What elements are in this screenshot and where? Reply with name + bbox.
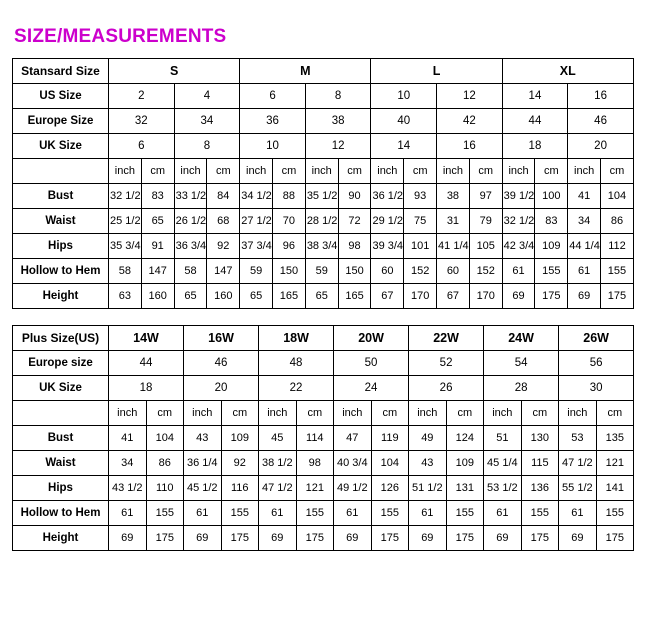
hollow-cell-5: 150 xyxy=(273,259,306,284)
unit-cell-15: cm xyxy=(601,159,634,184)
unit-cell-0: inch xyxy=(109,159,142,184)
plus-waist-cell-2: 36 1/4 xyxy=(184,451,222,476)
standard-size-header: Stansard Size xyxy=(13,59,109,84)
group-header-m: M xyxy=(240,59,371,84)
waist-cell-11: 79 xyxy=(469,209,502,234)
plus-unit-cell-13: cm xyxy=(596,401,634,426)
hollow-cell-8: 60 xyxy=(371,259,404,284)
waist-cell-7: 72 xyxy=(338,209,371,234)
height-cell-5: 165 xyxy=(273,284,306,309)
bust-cell-6: 35 1/2 xyxy=(305,184,338,209)
plus-hollow-cell-7: 155 xyxy=(371,501,409,526)
plus-unit-cell-0: inch xyxy=(109,401,147,426)
plus-europe-size-48: 48 xyxy=(259,351,334,376)
table-row-hips xyxy=(13,234,634,259)
waist-cell-14: 34 xyxy=(568,209,601,234)
plus-unit-cell-4: inch xyxy=(259,401,297,426)
uk-size-10: 10 xyxy=(240,134,306,159)
hollow-cell-11: 152 xyxy=(469,259,502,284)
plus-hips-cell-4: 47 1/2 xyxy=(259,476,297,501)
table-row-waist xyxy=(13,209,634,234)
uk-size-18: 18 xyxy=(502,134,568,159)
plus-row-label-height: Height xyxy=(13,526,109,551)
us-size-16: 16 xyxy=(568,84,634,109)
plus-europe-size-44: 44 xyxy=(109,351,184,376)
waist-cell-9: 75 xyxy=(404,209,437,234)
plus-bust-cell-9: 124 xyxy=(446,426,484,451)
plus-europe-size-54: 54 xyxy=(484,351,559,376)
plus-group-header-16w: 16W xyxy=(184,326,259,351)
uk-size-12: 12 xyxy=(305,134,371,159)
unit-cell-4: inch xyxy=(240,159,273,184)
bust-cell-13: 100 xyxy=(535,184,568,209)
waist-cell-1: 65 xyxy=(141,209,174,234)
hips-cell-0: 35 3/4 xyxy=(109,234,142,259)
bust-cell-5: 88 xyxy=(273,184,306,209)
plus-hips-cell-10: 53 1/2 xyxy=(484,476,522,501)
plus-waist-cell-8: 43 xyxy=(409,451,447,476)
hips-cell-11: 105 xyxy=(469,234,502,259)
plus-size-header: Plus Size(US) xyxy=(13,326,109,351)
plus-table-row-units xyxy=(13,401,634,426)
plus-europe-size-56: 56 xyxy=(559,351,634,376)
unit-cell-7: cm xyxy=(338,159,371,184)
plus-waist-cell-6: 40 3/4 xyxy=(334,451,372,476)
unit-cell-6: inch xyxy=(305,159,338,184)
height-cell-6: 65 xyxy=(305,284,338,309)
waist-cell-0: 25 1/2 xyxy=(109,209,142,234)
height-cell-9: 170 xyxy=(404,284,437,309)
row-label-europe-size: Europe Size xyxy=(13,109,109,134)
uk-size-16: 16 xyxy=(437,134,503,159)
table-row-height xyxy=(13,284,634,309)
plus-bust-cell-7: 119 xyxy=(371,426,409,451)
unit-cell-14: inch xyxy=(568,159,601,184)
unit-cell-8: inch xyxy=(371,159,404,184)
unit-cell-10: inch xyxy=(437,159,470,184)
plus-waist-cell-13: 121 xyxy=(596,451,634,476)
plus-size-table xyxy=(12,325,634,551)
plus-bust-cell-0: 41 xyxy=(109,426,147,451)
plus-europe-size-46: 46 xyxy=(184,351,259,376)
hips-cell-9: 101 xyxy=(404,234,437,259)
plus-unit-cell-5: cm xyxy=(296,401,334,426)
plus-row-label-bust: Bust xyxy=(13,426,109,451)
plus-height-cell-11: 175 xyxy=(521,526,559,551)
group-header-xl: XL xyxy=(502,59,633,84)
plus-bust-cell-6: 47 xyxy=(334,426,372,451)
bust-cell-0: 32 1/2 xyxy=(109,184,142,209)
plus-height-cell-6: 69 xyxy=(334,526,372,551)
bust-cell-12: 39 1/2 xyxy=(502,184,535,209)
page-title: SIZE/MEASUREMENTS xyxy=(14,26,227,47)
unit-cell-1: cm xyxy=(141,159,174,184)
plus-waist-cell-11: 115 xyxy=(521,451,559,476)
row-label-bust: Bust xyxy=(13,184,109,209)
plus-unit-cell-10: inch xyxy=(484,401,522,426)
units-row-empty-label xyxy=(13,159,109,184)
plus-height-cell-3: 175 xyxy=(221,526,259,551)
hips-cell-13: 109 xyxy=(535,234,568,259)
plus-hips-cell-2: 45 1/2 xyxy=(184,476,222,501)
plus-bust-cell-1: 104 xyxy=(146,426,184,451)
us-size-2: 2 xyxy=(109,84,175,109)
plus-unit-cell-6: inch xyxy=(334,401,372,426)
plus-group-header-26w: 26W xyxy=(559,326,634,351)
plus-height-cell-2: 69 xyxy=(184,526,222,551)
plus-height-cell-10: 69 xyxy=(484,526,522,551)
europe-size-38: 38 xyxy=(305,109,371,134)
group-header-l: L xyxy=(371,59,502,84)
plus-unit-cell-3: cm xyxy=(221,401,259,426)
hollow-cell-9: 152 xyxy=(404,259,437,284)
bust-cell-14: 41 xyxy=(568,184,601,209)
hollow-cell-7: 150 xyxy=(338,259,371,284)
unit-cell-5: cm xyxy=(273,159,306,184)
plus-height-cell-12: 69 xyxy=(559,526,597,551)
europe-size-34: 34 xyxy=(174,109,240,134)
europe-size-36: 36 xyxy=(240,109,306,134)
bust-cell-9: 93 xyxy=(404,184,437,209)
plus-height-cell-13: 175 xyxy=(596,526,634,551)
hollow-cell-13: 155 xyxy=(535,259,568,284)
europe-size-44: 44 xyxy=(502,109,568,134)
unit-cell-9: cm xyxy=(404,159,437,184)
bust-cell-1: 83 xyxy=(141,184,174,209)
waist-cell-13: 83 xyxy=(535,209,568,234)
hollow-cell-2: 58 xyxy=(174,259,207,284)
europe-size-32: 32 xyxy=(109,109,175,134)
plus-hollow-cell-5: 155 xyxy=(296,501,334,526)
plus-uk-size-18: 18 xyxy=(109,376,184,401)
plus-hips-cell-9: 131 xyxy=(446,476,484,501)
plus-row-label-waist: Waist xyxy=(13,451,109,476)
uk-size-6: 6 xyxy=(109,134,175,159)
plus-row-label-europe-size: Europe size xyxy=(13,351,109,376)
plus-unit-cell-1: cm xyxy=(146,401,184,426)
plus-group-header-18w: 18W xyxy=(259,326,334,351)
table-row-europe-size xyxy=(13,109,634,134)
plus-hips-cell-7: 126 xyxy=(371,476,409,501)
hips-cell-8: 39 3/4 xyxy=(371,234,404,259)
plus-uk-size-24: 24 xyxy=(334,376,409,401)
hollow-cell-4: 59 xyxy=(240,259,273,284)
bust-cell-2: 33 1/2 xyxy=(174,184,207,209)
hips-cell-4: 37 3/4 xyxy=(240,234,273,259)
plus-table-row-bust xyxy=(13,426,634,451)
hollow-cell-6: 59 xyxy=(305,259,338,284)
plus-unit-cell-7: cm xyxy=(371,401,409,426)
plus-bust-cell-3: 109 xyxy=(221,426,259,451)
plus-group-header-20w: 20W xyxy=(334,326,409,351)
plus-hollow-cell-12: 61 xyxy=(559,501,597,526)
hollow-cell-3: 147 xyxy=(207,259,240,284)
height-cell-3: 160 xyxy=(207,284,240,309)
plus-bust-cell-13: 135 xyxy=(596,426,634,451)
height-cell-4: 65 xyxy=(240,284,273,309)
height-cell-7: 165 xyxy=(338,284,371,309)
height-cell-10: 67 xyxy=(437,284,470,309)
plus-units-row-empty-label xyxy=(13,401,109,426)
plus-table-row-hips xyxy=(13,476,634,501)
height-cell-1: 160 xyxy=(141,284,174,309)
plus-group-header-14w: 14W xyxy=(109,326,184,351)
table-row-units xyxy=(13,159,634,184)
plus-europe-size-50: 50 xyxy=(334,351,409,376)
plus-unit-cell-8: inch xyxy=(409,401,447,426)
hips-cell-3: 92 xyxy=(207,234,240,259)
plus-bust-cell-10: 51 xyxy=(484,426,522,451)
waist-cell-3: 68 xyxy=(207,209,240,234)
plus-hips-cell-6: 49 1/2 xyxy=(334,476,372,501)
height-cell-11: 170 xyxy=(469,284,502,309)
plus-hips-cell-11: 136 xyxy=(521,476,559,501)
plus-waist-cell-5: 98 xyxy=(296,451,334,476)
hollow-cell-1: 147 xyxy=(141,259,174,284)
plus-hollow-cell-0: 61 xyxy=(109,501,147,526)
plus-height-cell-9: 175 xyxy=(446,526,484,551)
hips-cell-7: 98 xyxy=(338,234,371,259)
plus-group-header-24w: 24W xyxy=(484,326,559,351)
row-label-height: Height xyxy=(13,284,109,309)
waist-cell-4: 27 1/2 xyxy=(240,209,273,234)
plus-hollow-cell-4: 61 xyxy=(259,501,297,526)
bust-cell-7: 90 xyxy=(338,184,371,209)
plus-hollow-cell-1: 155 xyxy=(146,501,184,526)
plus-unit-cell-9: cm xyxy=(446,401,484,426)
waist-cell-5: 70 xyxy=(273,209,306,234)
waist-cell-10: 31 xyxy=(437,209,470,234)
height-cell-8: 67 xyxy=(371,284,404,309)
plus-height-cell-4: 69 xyxy=(259,526,297,551)
plus-waist-cell-3: 92 xyxy=(221,451,259,476)
plus-height-cell-8: 69 xyxy=(409,526,447,551)
plus-bust-cell-4: 45 xyxy=(259,426,297,451)
plus-hips-cell-0: 43 1/2 xyxy=(109,476,147,501)
plus-waist-cell-12: 47 1/2 xyxy=(559,451,597,476)
hollow-cell-12: 61 xyxy=(502,259,535,284)
plus-bust-cell-5: 114 xyxy=(296,426,334,451)
bust-cell-8: 36 1/2 xyxy=(371,184,404,209)
plus-uk-size-30: 30 xyxy=(559,376,634,401)
plus-uk-size-22: 22 xyxy=(259,376,334,401)
plus-hollow-cell-10: 61 xyxy=(484,501,522,526)
unit-cell-12: inch xyxy=(502,159,535,184)
waist-cell-15: 86 xyxy=(601,209,634,234)
unit-cell-11: cm xyxy=(469,159,502,184)
bust-cell-15: 104 xyxy=(601,184,634,209)
hips-cell-10: 41 1/4 xyxy=(437,234,470,259)
height-cell-12: 69 xyxy=(502,284,535,309)
plus-uk-size-28: 28 xyxy=(484,376,559,401)
us-size-14: 14 xyxy=(502,84,568,109)
plus-waist-cell-4: 38 1/2 xyxy=(259,451,297,476)
table-row-bust xyxy=(13,184,634,209)
plus-row-label-uk-size: UK Size xyxy=(13,376,109,401)
height-cell-2: 65 xyxy=(174,284,207,309)
hollow-cell-15: 155 xyxy=(601,259,634,284)
plus-row-label-hips: Hips xyxy=(13,476,109,501)
hips-cell-15: 112 xyxy=(601,234,634,259)
europe-size-46: 46 xyxy=(568,109,634,134)
waist-cell-6: 28 1/2 xyxy=(305,209,338,234)
plus-table-row-uk-size xyxy=(13,376,634,401)
height-cell-15: 175 xyxy=(601,284,634,309)
plus-hips-cell-12: 55 1/2 xyxy=(559,476,597,501)
plus-europe-size-52: 52 xyxy=(409,351,484,376)
plus-group-header-22w: 22W xyxy=(409,326,484,351)
us-size-12: 12 xyxy=(437,84,503,109)
hips-cell-6: 38 3/4 xyxy=(305,234,338,259)
us-size-8: 8 xyxy=(305,84,371,109)
waist-cell-2: 26 1/2 xyxy=(174,209,207,234)
unit-cell-3: cm xyxy=(207,159,240,184)
plus-waist-cell-7: 104 xyxy=(371,451,409,476)
plus-hollow-cell-6: 61 xyxy=(334,501,372,526)
group-header-s: S xyxy=(109,59,240,84)
hollow-cell-10: 60 xyxy=(437,259,470,284)
plus-unit-cell-11: cm xyxy=(521,401,559,426)
row-label-waist: Waist xyxy=(13,209,109,234)
unit-cell-2: inch xyxy=(174,159,207,184)
height-cell-0: 63 xyxy=(109,284,142,309)
uk-size-8: 8 xyxy=(174,134,240,159)
plus-hips-cell-5: 121 xyxy=(296,476,334,501)
hips-cell-2: 36 3/4 xyxy=(174,234,207,259)
hollow-cell-14: 61 xyxy=(568,259,601,284)
table-row-hollow-to-hem xyxy=(13,259,634,284)
plus-hips-cell-8: 51 1/2 xyxy=(409,476,447,501)
unit-cell-13: cm xyxy=(535,159,568,184)
plus-table-row-group-headers xyxy=(13,326,634,351)
bust-cell-3: 84 xyxy=(207,184,240,209)
plus-uk-size-26: 26 xyxy=(409,376,484,401)
plus-hollow-cell-9: 155 xyxy=(446,501,484,526)
table-row-us-size xyxy=(13,84,634,109)
plus-bust-cell-2: 43 xyxy=(184,426,222,451)
plus-hollow-cell-13: 155 xyxy=(596,501,634,526)
plus-height-cell-5: 175 xyxy=(296,526,334,551)
plus-height-cell-7: 175 xyxy=(371,526,409,551)
row-label-hips: Hips xyxy=(13,234,109,259)
plus-hollow-cell-8: 61 xyxy=(409,501,447,526)
plus-hips-cell-3: 116 xyxy=(221,476,259,501)
height-cell-14: 69 xyxy=(568,284,601,309)
uk-size-20: 20 xyxy=(568,134,634,159)
waist-cell-8: 29 1/2 xyxy=(371,209,404,234)
plus-hips-cell-13: 141 xyxy=(596,476,634,501)
plus-unit-cell-2: inch xyxy=(184,401,222,426)
plus-bust-cell-8: 49 xyxy=(409,426,447,451)
uk-size-14: 14 xyxy=(371,134,437,159)
height-cell-13: 175 xyxy=(535,284,568,309)
hollow-cell-0: 58 xyxy=(109,259,142,284)
plus-height-cell-0: 69 xyxy=(109,526,147,551)
plus-hollow-cell-3: 155 xyxy=(221,501,259,526)
hips-cell-5: 96 xyxy=(273,234,306,259)
plus-bust-cell-12: 53 xyxy=(559,426,597,451)
europe-size-40: 40 xyxy=(371,109,437,134)
plus-bust-cell-11: 130 xyxy=(521,426,559,451)
plus-table-row-europe-size xyxy=(13,351,634,376)
plus-height-cell-1: 175 xyxy=(146,526,184,551)
waist-cell-12: 32 1/2 xyxy=(502,209,535,234)
size-chart-page xyxy=(0,26,645,626)
plus-waist-cell-0: 34 xyxy=(109,451,147,476)
hips-cell-14: 44 1/4 xyxy=(568,234,601,259)
plus-hollow-cell-2: 61 xyxy=(184,501,222,526)
plus-table-row-height xyxy=(13,526,634,551)
standard-size-table xyxy=(12,58,634,309)
plus-waist-cell-10: 45 1/4 xyxy=(484,451,522,476)
us-size-4: 4 xyxy=(174,84,240,109)
bust-cell-10: 38 xyxy=(437,184,470,209)
plus-row-label-hollow-to-hem: Hollow to Hem xyxy=(13,501,109,526)
plus-table-row-hollow-to-hem xyxy=(13,501,634,526)
plus-waist-cell-1: 86 xyxy=(146,451,184,476)
us-size-6: 6 xyxy=(240,84,306,109)
plus-hips-cell-1: 110 xyxy=(146,476,184,501)
table-row-uk-size xyxy=(13,134,634,159)
plus-unit-cell-12: inch xyxy=(559,401,597,426)
us-size-10: 10 xyxy=(371,84,437,109)
plus-hollow-cell-11: 155 xyxy=(521,501,559,526)
europe-size-42: 42 xyxy=(437,109,503,134)
hips-cell-12: 42 3/4 xyxy=(502,234,535,259)
row-label-hollow-to-hem: Hollow to Hem xyxy=(13,259,109,284)
bust-cell-4: 34 1/2 xyxy=(240,184,273,209)
plus-table-row-waist xyxy=(13,451,634,476)
row-label-uk-size: UK Size xyxy=(13,134,109,159)
table-row-group-headers xyxy=(13,59,634,84)
bust-cell-11: 97 xyxy=(469,184,502,209)
hips-cell-1: 91 xyxy=(141,234,174,259)
row-label-us-size: US Size xyxy=(13,84,109,109)
plus-uk-size-20: 20 xyxy=(184,376,259,401)
plus-waist-cell-9: 109 xyxy=(446,451,484,476)
